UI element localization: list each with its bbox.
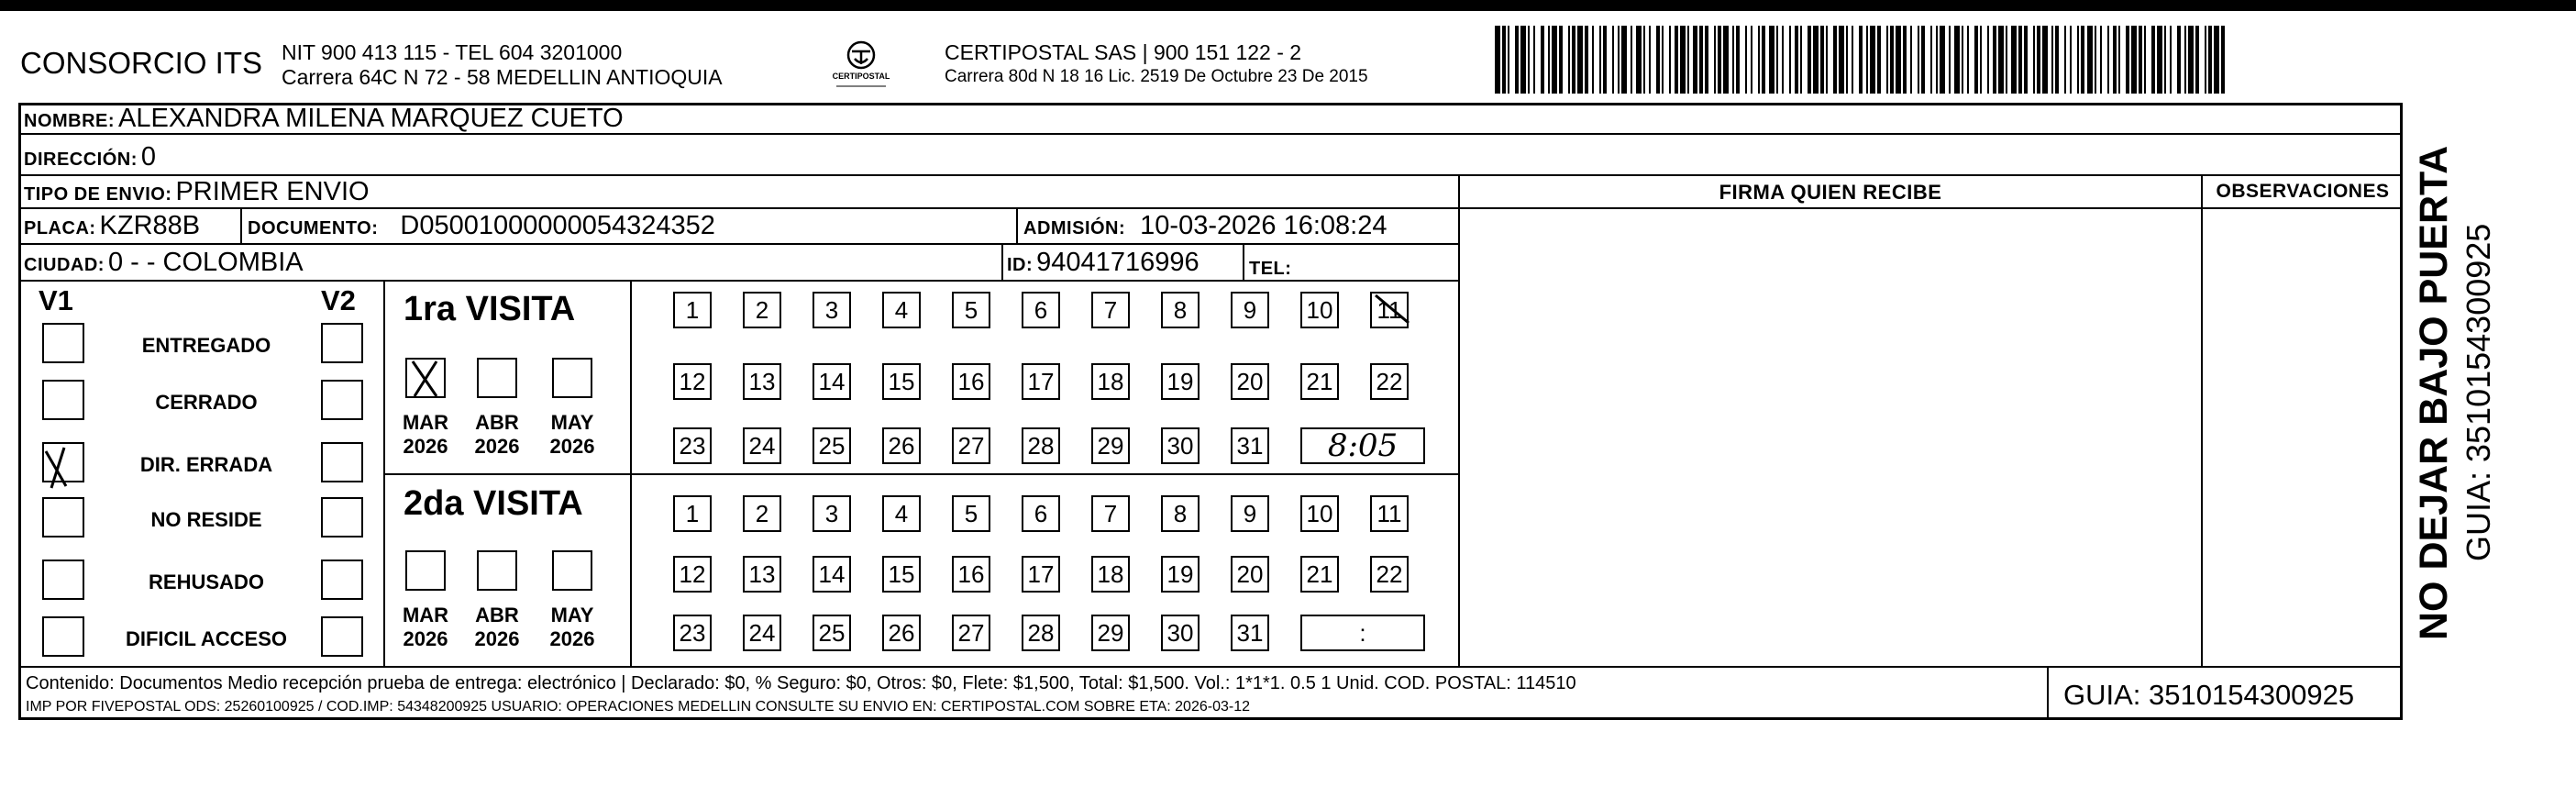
v2-checkbox-rehusado[interactable]: [321, 560, 363, 600]
carrier-license: Carrera 80d N 18 16 Lic. 2519 De Octubre 23 De 2015: [945, 67, 1368, 86]
second-visit-day-1[interactable]: 1: [673, 495, 712, 532]
month-label: MAR 2026: [402, 604, 449, 650]
second-visit-day-15[interactable]: 15: [882, 556, 921, 593]
first-visit-label: 1ra VISITA: [404, 290, 576, 328]
second-visit-day-5[interactable]: 5: [952, 495, 990, 532]
first-visit-day-4[interactable]: 4: [882, 292, 921, 328]
month-label: MAR 2026: [402, 411, 449, 458]
second-visit-day-4[interactable]: 4: [882, 495, 921, 532]
second-visit-day-18[interactable]: 18: [1091, 556, 1130, 593]
status-label: NO RESIDE: [150, 508, 262, 531]
second-visit-day-2[interactable]: 2: [743, 495, 781, 532]
first-visit-day-3[interactable]: 3: [813, 292, 851, 328]
first-visit-day-9[interactable]: 9: [1231, 292, 1269, 328]
first-visit-day-13[interactable]: 13: [743, 363, 781, 400]
second-visit-day-24[interactable]: 24: [743, 615, 781, 651]
certipostal-logo: [820, 39, 902, 94]
second-visit-day-25[interactable]: 25: [813, 615, 851, 651]
second-visit-day-16[interactable]: 16: [952, 556, 990, 593]
first-visit-day-14[interactable]: 14: [813, 363, 851, 400]
first-visit-day-20[interactable]: 20: [1231, 363, 1269, 400]
first-visit-month-mar[interactable]: [405, 358, 446, 398]
v2-checkbox-no-reside[interactable]: [321, 497, 363, 537]
v1-checkbox-dificil-acceso[interactable]: [42, 616, 84, 657]
second-visit-day-6[interactable]: 6: [1022, 495, 1060, 532]
v2-checkbox-cerrado[interactable]: [321, 380, 363, 420]
v1-checkbox-rehusado[interactable]: [42, 560, 84, 600]
status-label: DIR. ERRADA: [139, 453, 273, 476]
second-visit-day-13[interactable]: 13: [743, 556, 781, 593]
first-visit-day-31[interactable]: 31: [1231, 427, 1269, 464]
first-visit-day-29[interactable]: 29: [1091, 427, 1130, 464]
company-nit: NIT 900 413 115 - TEL 604 3201000: [282, 40, 623, 64]
v2-checkbox-dir-errada[interactable]: [321, 442, 363, 482]
v1-checkbox-entregado[interactable]: [42, 323, 84, 363]
no-dejar-warning: NO DEJAR BAJO PUERTA: [2412, 145, 2456, 640]
direccion-field: DIRECCIÓN: 0: [24, 142, 157, 172]
second-visit-day-21[interactable]: 21: [1300, 556, 1339, 593]
first-visit-day-7[interactable]: 7: [1091, 292, 1130, 328]
v1-checkbox-dir-errada[interactable]: [42, 442, 84, 482]
second-visit-day-3[interactable]: 3: [813, 495, 851, 532]
first-visit-day-10[interactable]: 10: [1300, 292, 1339, 328]
observaciones-label: OBSERVACIONES: [2216, 181, 2390, 202]
month-label: ABR 2026: [474, 604, 520, 650]
first-visit-day-12[interactable]: 12: [673, 363, 712, 400]
second-visit-day-14[interactable]: 14: [813, 556, 851, 593]
month-label: MAY 2026: [549, 411, 595, 458]
first-visit-time-box[interactable]: 8:05: [1300, 427, 1425, 464]
first-visit-day-16[interactable]: 16: [952, 363, 990, 400]
id-field: ID: 94041716996: [1007, 248, 1200, 277]
admision-field: ADMISIÓN: 10-03-2026 16:08:24: [1023, 211, 1388, 240]
tipo-envio-field: TIPO DE ENVIO: PRIMER ENVIO: [24, 177, 370, 206]
documento-field: DOCUMENTO: D05001000000054324352: [248, 211, 715, 240]
second-visit-label: 2da VISITA: [404, 484, 583, 523]
second-visit-day-27[interactable]: 27: [952, 615, 990, 651]
month-label: ABR 2026: [474, 411, 520, 458]
second-visit-time-box[interactable]: :: [1300, 615, 1425, 651]
v2-checkbox-dificil-acceso[interactable]: [321, 616, 363, 657]
second-visit-month-may[interactable]: [552, 550, 592, 591]
placa-field: PLACA: KZR88B: [24, 211, 201, 240]
second-visit-day-22[interactable]: 22: [1370, 556, 1409, 593]
observations-area[interactable]: [2205, 211, 2399, 666]
first-visit-day-21[interactable]: 21: [1300, 363, 1339, 400]
first-visit-day-19[interactable]: 19: [1161, 363, 1200, 400]
firma-label: FIRMA QUIEN RECIBE: [1719, 181, 1942, 204]
second-visit-day-19[interactable]: 19: [1161, 556, 1200, 593]
status-label: CERRADO: [155, 391, 258, 414]
first-visit-day-15[interactable]: 15: [882, 363, 921, 400]
footer-line-1: Contenido: Documentos Medio recepción prueba de entrega: electrónico | Declarado: $0, % Seguro: $0, Otros: $0, Flete: $1,500, Total: $1,500. Vol.: 1*1*1. 0.5 1 Unid. COD. POSTAL: 114510: [26, 673, 1576, 693]
second-visit-month-mar[interactable]: [405, 550, 446, 591]
footer-guia: GUIA: 3510154300925: [2063, 679, 2355, 711]
v2-label: V2: [321, 284, 356, 316]
first-visit-day-23[interactable]: 23: [673, 427, 712, 464]
first-visit-day-5[interactable]: 5: [952, 292, 990, 328]
first-visit-day-26[interactable]: 26: [882, 427, 921, 464]
nombre-field: NOMBRE: ALEXANDRA MILENA MARQUEZ CUETO: [24, 104, 624, 133]
second-visit-day-7[interactable]: 7: [1091, 495, 1130, 532]
second-visit-day-29[interactable]: 29: [1091, 615, 1130, 651]
barcode-bar: [2225, 26, 2228, 94]
second-visit-day-30[interactable]: 30: [1161, 615, 1200, 651]
top-border: [0, 0, 2576, 11]
first-visit-day-11[interactable]: 11: [1370, 292, 1409, 328]
second-visit-day-10[interactable]: 10: [1300, 495, 1339, 532]
v1-label: V1: [39, 284, 73, 316]
side-guia: GUIA: 3510154300925: [2460, 223, 2497, 561]
signature-area[interactable]: [1462, 211, 2199, 666]
first-visit-day-24[interactable]: 24: [743, 427, 781, 464]
status-label: REHUSADO: [149, 571, 264, 593]
v1-checkbox-cerrado[interactable]: [42, 380, 84, 420]
first-visit-day-27[interactable]: 27: [952, 427, 990, 464]
v1-checkbox-no-reside[interactable]: [42, 497, 84, 537]
barcode: [1495, 26, 2228, 94]
carrier-info: CERTIPOSTAL SAS | 900 151 122 - 2: [945, 40, 1302, 64]
first-visit-day-30[interactable]: 30: [1161, 427, 1200, 464]
first-visit-day-25[interactable]: 25: [813, 427, 851, 464]
second-visit-month-abr[interactable]: [477, 550, 517, 591]
second-visit-day-20[interactable]: 20: [1231, 556, 1269, 593]
company-address: Carrera 64C N 72 - 58 MEDELLIN ANTIOQUIA: [282, 65, 723, 89]
second-visit-day-12[interactable]: 12: [673, 556, 712, 593]
month-label: MAY 2026: [549, 604, 595, 650]
v2-checkbox-entregado[interactable]: [321, 323, 363, 363]
status-label: DIFICIL ACCESO: [125, 627, 287, 650]
first-visit-month-abr[interactable]: [477, 358, 517, 398]
first-visit-day-18[interactable]: 18: [1091, 363, 1130, 400]
first-visit-day-22[interactable]: 22: [1370, 363, 1409, 400]
ciudad-field: CIUDAD: 0 - - COLOMBIA: [24, 248, 304, 277]
second-visit-day-8[interactable]: 8: [1161, 495, 1200, 532]
first-visit-day-28[interactable]: 28: [1022, 427, 1060, 464]
second-visit-day-23[interactable]: 23: [673, 615, 712, 651]
company-name: CONSORCIO ITS: [20, 46, 263, 80]
first-visit-day-8[interactable]: 8: [1161, 292, 1200, 328]
second-visit-day-31[interactable]: 31: [1231, 615, 1269, 651]
first-visit-day-17[interactable]: 17: [1022, 363, 1060, 400]
second-visit-day-11[interactable]: 11: [1370, 495, 1409, 532]
first-visit-month-may[interactable]: [552, 358, 592, 398]
status-label: ENTREGADO: [141, 334, 271, 357]
first-visit-day-6[interactable]: 6: [1022, 292, 1060, 328]
logo-text: CERTIPOSTAL: [832, 72, 890, 81]
second-visit-day-28[interactable]: 28: [1022, 615, 1060, 651]
footer-line-2: IMP POR FIVEPOSTAL ODS: 25260100925 / COD.IMP: 54348200925 USUARIO: OPERACIONES MEDELLIN CONSULTE SU ENVIO EN: CERTIPOSTAL.COM SOBRE ETA: 2026-03-12: [26, 699, 1250, 715]
second-visit-day-9[interactable]: 9: [1231, 495, 1269, 532]
tel-field: TEL:: [1249, 259, 1292, 279]
second-visit-day-17[interactable]: 17: [1022, 556, 1060, 593]
first-visit-day-2[interactable]: 2: [743, 292, 781, 328]
first-visit-day-1[interactable]: 1: [673, 292, 712, 328]
second-visit-day-26[interactable]: 26: [882, 615, 921, 651]
